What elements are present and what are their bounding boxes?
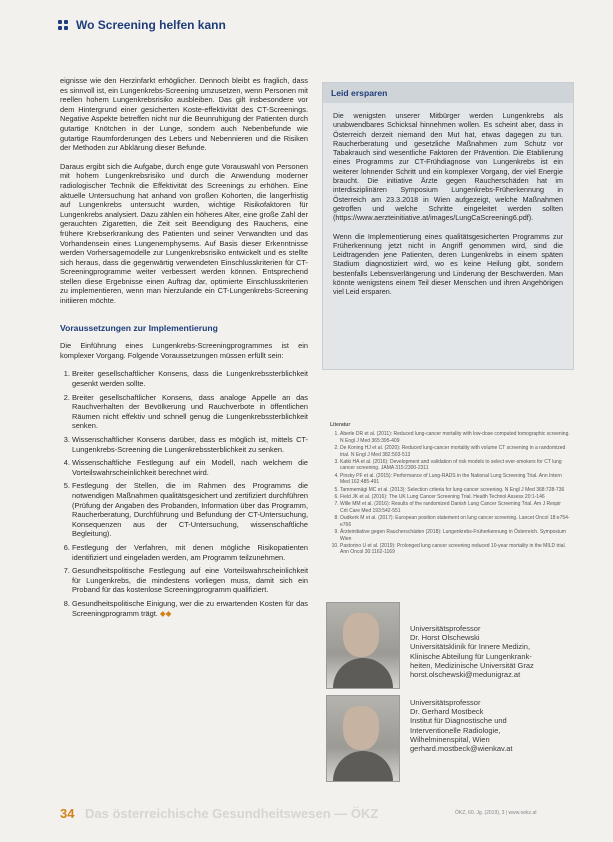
- sidebar-box: [322, 82, 574, 370]
- requirement-item: 5. Festlegung der Stellen, die im Rahmen des Programms die notwendigen Maßnahmen qualitätsgesichert und zertifiziert durchführen (Prüfung der Angaben des Probanden, Information über das Programm, Raucherberatung, Durchführung und Befundung der CT-Untersuchung, Konsequenzen aus der CT-Untersuchung, wissenschaftliche Begleitung).: [72, 481, 308, 539]
- author-title: Universitätsprofessor: [410, 624, 481, 633]
- author-affiliation: Interventionelle Radiologie,: [410, 725, 501, 735]
- requirement-item: 3. Wissenschaftlicher Konsens darüber, dass es möglich ist, mittels CT-Lungenkrebs-Screening die Lungenkrebssterblichkeit zu senken.: [72, 435, 308, 454]
- box-paragraph-1: Die wenigsten unserer Mitbürger werden Lungenkrebs als unabwendbares Schicksal hinnehmen wollen. Es scheint aber, dass in Österreich derzeit niemand den Mut hat, etwas dagegen zu tun. Raucherberatung und gesetzliche Maßnahmen zum Schutz vor Tabakrauch sind wesentliche Faktoren der Prävention. Die Etablierung eines Programms zur CT-Frühdiagnose von Lungenkrebs ist ein weiterer lohnender Schritt und ein komplexer Vorgang, der viel Energie braucht. Die initiative Ärzte gegen Raucherschäden hat im interdisziplinären Symposium Lungenkrebs-Früherkennung in Österreich am 23.3.2018 in Wien aufgezeigt, welche Maßnahmen getroffen und welche Schritte eingeleitet werden sollten (https://www.aerzteinitiative.at/images/LungCaScreening6.pdf).: [333, 111, 563, 223]
- author-email: horst.olschewski@medunigraz.at: [410, 670, 521, 680]
- author-photo: [326, 695, 400, 782]
- reference-item: 10. Pastorino U et al. (2019): Prolonged lung cancer screening reduced 10-year mortality in the MILD trial. Ann Oncol 30:1162-1169: [340, 543, 570, 556]
- end-mark: ◆◆: [159, 608, 172, 618]
- references-list: [330, 431, 570, 555]
- author-title: Universitätsprofessor: [410, 698, 481, 707]
- requirement-item: [72, 599, 308, 618]
- body-paragraph-1: eignisse wie den Herzinfarkt erhöglicher. Dennoch bleibt es fraglich, dass es sinnvoll ist, ein Lungenkrebs-Screening umzusetzen, wenn Personen mit reellen hohem Lungenkrebsrisiko ausbleiben. Das gilt insbesondere vor dem Hintergrund einer gesicherten Koste-effektivität des CT-Screenings. Negative Aspekte betreffen nicht nur die Beunruhigung der Patienten durch gutartige Knötchen in der Lunge, sondern auch Nebenbefunde wie gutartige Raumforderungen des Lebers und Nebennieren und die Risiken der Methoden zur Abklärung dieser Befunde.: [60, 76, 308, 153]
- page-number: 34: [60, 806, 75, 821]
- author-affiliation: Wilhelminenspital, Wien: [410, 734, 490, 744]
- page-footer: [0, 802, 613, 824]
- box-paragraph-2: Wenn die Implementierung eines qualitätsgesicherten Programms zur Früherkennung jetzt nicht in Angriff genommen wird, sind die Leidtragenden jene Patienten, deren Lungenkrebs in einem späten Stadium diagnostiziert wird, wo es keine Heilung gibt, sondern bestenfalls Lebensverlängerung und Linderung der Beschwerden. Man könnte wenigstens einem Teil dieser Menschen und ihren Angehörigen viel Leid ersparen.: [333, 231, 563, 297]
- main-column: [60, 76, 308, 622]
- author-photo: [326, 602, 400, 689]
- box-content: [323, 103, 573, 314]
- requirement-text: Gesundheitspolitische Einigung, wer die zu erwartenden Kosten für das Screeningprogramm trägt.: [72, 598, 308, 618]
- requirement-item: 6. Festlegung der Verfahren, mit denen mögliche Risikopatienten identifiziert und eingeladen werden, am Programm teilzunehmen.: [72, 543, 308, 562]
- author-affiliation: heiten, Medizinische Universität Graz: [410, 660, 534, 670]
- body-paragraph-3: Die Einführung eines Lungenkrebs-Screeningprogrammes ist ein komplexer Vorgang. Folgende Voraussetzungen müssen erfüllt sein:: [60, 341, 308, 360]
- reference-item: 1. Aberle DR et al. (2011): Reduced lung-cancer mortality with low-dose computed tomographic screening. N Engl J Med 365:395-409: [340, 431, 570, 444]
- reference-item: 8. Oudkerk M et al. (2017): European position statement on lung cancer screening. Lancet Oncol 18:e754-e766: [340, 515, 570, 528]
- reference-item: 3. Katki HA et al. (2016): Development and validation of risk models to select ever-smokers for CT lung cancer screening. JAMA 315:2300-2311: [340, 459, 570, 472]
- requirement-item: 7. Gesundheitspolitische Festlegung auf eine Vorteilswahrscheinlichkeit für Lungenkrebs, die mindestens vorliegen muss, damit sich ein Proband für das kostenlose Screeningprogramm qualifiziert.: [72, 566, 308, 595]
- body-paragraph-2: Daraus ergibt sich die Aufgabe, durch enge gute Vorauswahl von Personen mit hohem Lungenkrebsrisiko und durch die Anwendung moderner radiologischer Technik die Effektivität des Screenings zu erhöhen. Eine aktuelle Untersuchung hat anhand von großen Kohorten, die langerfristig auf Lungenkrebs untersucht wurden, wichtige Risikofaktoren für Lungenkrebs analysiert. Dazu zählen ein höheres Alter, eine große Zahl der gerauchten Zigaretten, die Zeit seit Beendigung des Rauchens, eine frühere Krebserkrankung des Patienten und seiner Verwandten und das Vorhandensein eines Lungenemphysems. Auf Basis dieser Erkenntnisse werden Vorhersagemodelle zur Lungenkrebsrisiko entwickelt und es stellte sich heraus, dass die gegenwärtig verwendeten Einschlusskriterien für CT-Screeningprogramme weiter verbessert werden können. Entsprechend stellen diese Ergebnisse einen Auftrag dar, optimierte Einschlusskriterien zu implementieren, wenn man hierzulande ein CT-Lungenkrebs-Screening initiieren möchte.: [60, 161, 308, 306]
- references: [330, 422, 570, 557]
- section-header: [58, 18, 226, 32]
- author-email: gerhard.mostbeck@wienkav.at: [410, 744, 513, 754]
- author-name: Dr. Horst Olschewski: [410, 633, 480, 643]
- author-affiliation: Universitätsklinik für Innere Medizin,: [410, 642, 531, 652]
- references-title: Literatur: [330, 422, 351, 428]
- subheading-implementation: Voraussetzungen zur Implementierung: [60, 322, 218, 333]
- reference-item: 6. Field JK et al. (2016): The UK Lung Cancer Screening Trial. Health Technol Assess 20:1-146: [340, 494, 570, 500]
- publication-name: Das österreichische Gesundheitswesen — ÖKZ: [85, 806, 379, 821]
- reference-item: 5. Tammemägi MC et al. (2013): Selection criteria for lung-cancer screening. N Engl J Med 368:728-736: [340, 487, 570, 493]
- author-affiliation: Institut für Diagnostische und: [410, 716, 507, 726]
- box-title: Leid ersparen: [323, 83, 573, 103]
- requirement-item: 1. Breiter gesellschaftlicher Konsens, dass die Lungenkrebssterblichkeit gesenkt werden sollte.: [72, 369, 308, 388]
- reference-item: 7. Wille MM et al. (2016): Results of the randomized Danish Lung Cancer Screening Trial. Am J Respir Crit Care Med 193:542-551: [340, 501, 570, 514]
- reference-item: 9. Ärzteinitiative gegen Raucherschäden (2018): Lungenkrebs-Früherkennung in Österreich. Symposium Wien: [340, 529, 570, 542]
- issue-meta: ÖKZ, 60. Jg. (2019), 3 | www.oekz.at: [455, 810, 537, 816]
- author-affiliation: Klinische Abteilung für Lungenkrank-: [410, 651, 532, 661]
- requirement-item: 2. Breiter gesellschaftlicher Konsens, dass analoge Appelle an das Rauchverhalten der Bevölkerung und Rauchverbote in öffentlichen Räumen nicht effektiv und schnell genug die Lungenkrebssterblichkeit senken.: [72, 393, 308, 431]
- requirement-item: 4. Wissenschaftliche Festlegung auf ein Modell, nach welchem die Vorteilswahrscheinlichkeit berechnet wird.: [72, 458, 308, 477]
- author-info: [410, 695, 513, 782]
- requirements-list: [60, 369, 308, 618]
- header-dots-icon: [58, 20, 68, 30]
- reference-item: 2. De Koning HJ et al. (2020): Reduced lung-cancer mortality with volume CT screening in a randomized trial. N Engl J Med 382:503-513: [340, 445, 570, 458]
- author-card-2: [326, 695, 576, 782]
- section-title: Wo Screening helfen kann: [76, 18, 226, 32]
- author-info: [410, 602, 534, 689]
- author-name: Dr. Gerhard Mostbeck: [410, 707, 484, 717]
- reference-item: 4. Pinsky PF et al. (2015): Performance of Lung-RADS in the National Lung Screening Trial. Ann Intern Med 162:485-491: [340, 473, 570, 486]
- author-card-1: [326, 602, 576, 689]
